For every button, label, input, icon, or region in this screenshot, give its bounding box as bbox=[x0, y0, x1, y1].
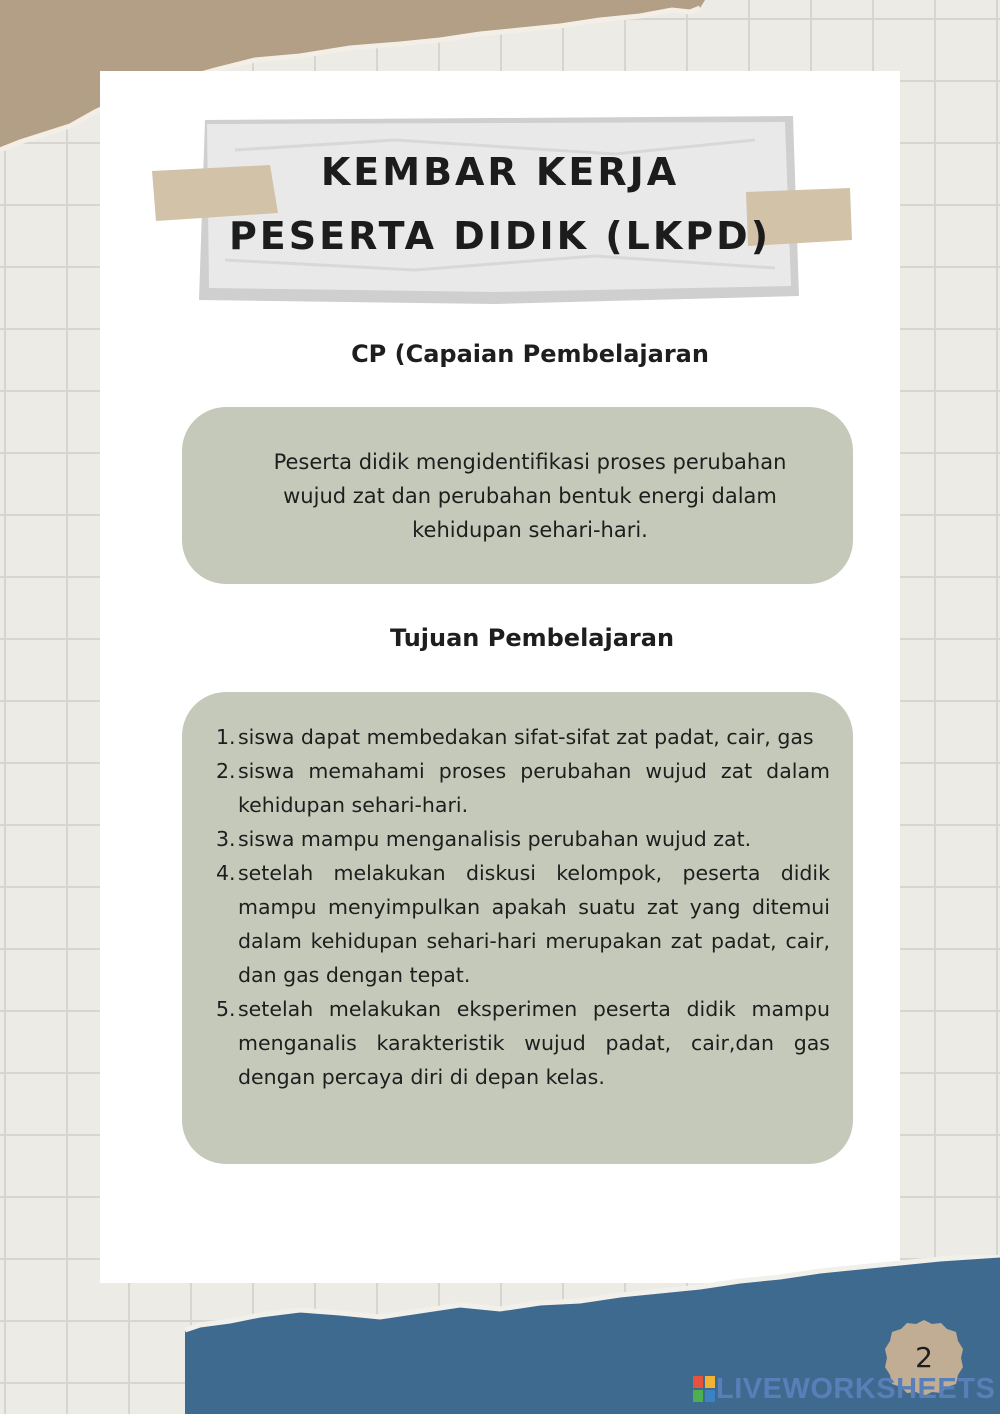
objective-number: 1. bbox=[216, 725, 236, 749]
objective-number: 3. bbox=[216, 827, 236, 851]
title-line-1: KEMBAR KERJA bbox=[320, 150, 680, 194]
objective-text: siswa mampu menganalisis perubahan wujud zat. bbox=[238, 827, 752, 851]
objective-number: 5. bbox=[216, 997, 236, 1021]
objective-item bbox=[216, 992, 830, 1094]
cp-box bbox=[182, 407, 853, 584]
tujuan-box bbox=[182, 692, 853, 1164]
liveworksheets-watermark: LIVEWORKSHEETS bbox=[716, 1373, 996, 1405]
cp-heading: CP (Capaian Pembelajaran bbox=[351, 340, 709, 368]
objective-item bbox=[216, 856, 830, 992]
worksheet-title bbox=[215, 140, 785, 268]
objective-item bbox=[216, 822, 830, 856]
objective-number: 4. bbox=[216, 861, 236, 885]
tujuan-heading: Tujuan Pembelajaran bbox=[389, 624, 675, 652]
objective-number: 2. bbox=[216, 759, 236, 783]
objective-text: siswa memahami proses perubahan wujud zat dalam kehidupan sehari-hari. bbox=[238, 759, 830, 817]
title-line-2: PESERTA DIDIK (LKPD) bbox=[228, 214, 772, 258]
objectives-list bbox=[216, 720, 830, 1094]
objective-text: setelah melakukan eksperimen peserta didik mampu menganalis karakteristik wujud padat, cair,dan gas dengan percaya diri di depan kelas. bbox=[238, 997, 830, 1089]
objective-item bbox=[216, 720, 830, 754]
objective-item bbox=[216, 754, 830, 822]
objective-text: siswa dapat membedakan sifat-sifat zat padat, cair, gas bbox=[238, 725, 814, 749]
page-number: 2 bbox=[915, 1341, 933, 1374]
objective-text: setelah melakukan diskusi kelompok, peserta didik mampu menyimpulkan apakah suatu zat yang ditemui dalam kehidupan sehari-hari merupakan zat padat, cair, dan gas dengan tepat. bbox=[238, 861, 830, 987]
liveworksheets-logo-icon bbox=[693, 1376, 715, 1402]
cp-text: Peserta didik mengidentifikasi proses perubahan wujud zat dan perubahan bentuk energi dalam kehidupan sehari-hari. bbox=[273, 450, 787, 542]
